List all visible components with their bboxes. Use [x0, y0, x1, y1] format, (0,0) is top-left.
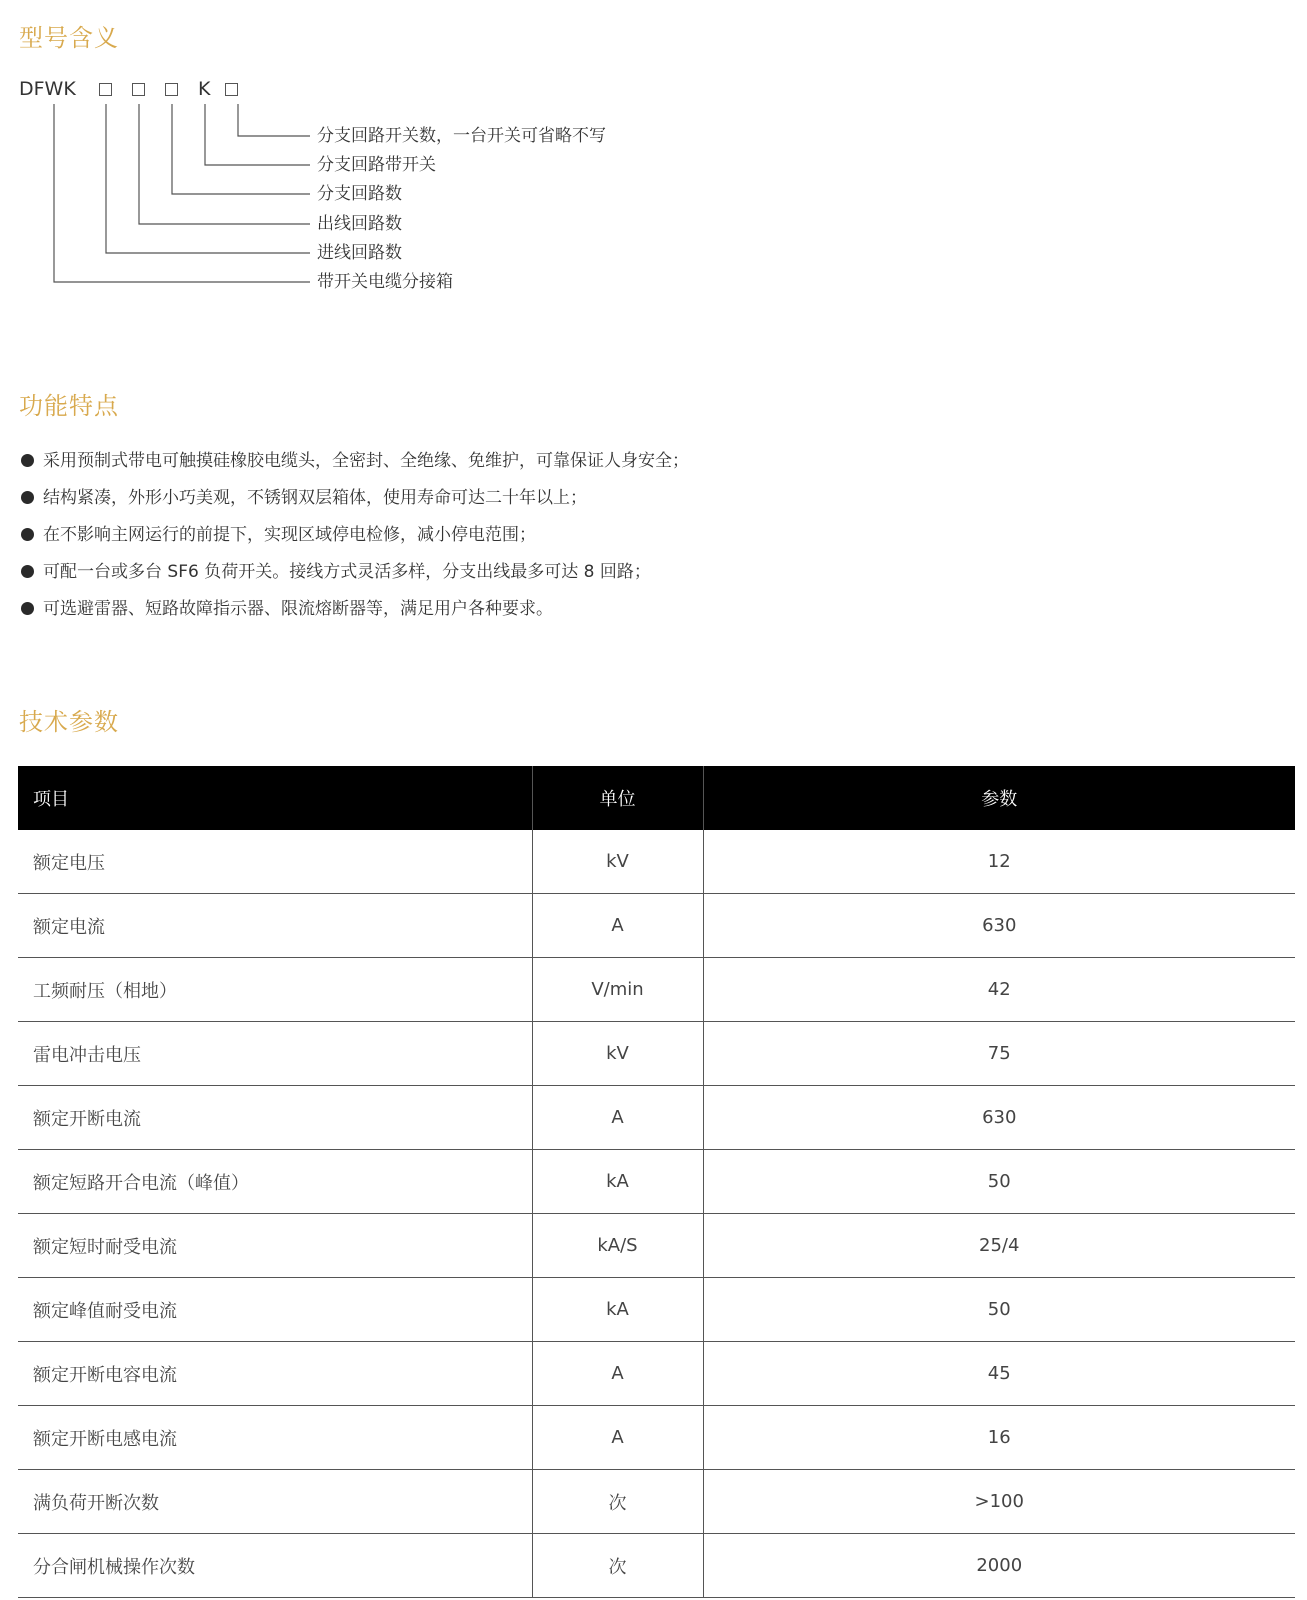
cell-unit: 次 [532, 1534, 703, 1598]
cell-value: 630 [703, 1086, 1295, 1150]
tech-params-title: 技术参数 [19, 708, 119, 736]
cell-item: 额定电流 [18, 894, 532, 958]
cell-value: 75 [703, 1022, 1295, 1086]
cell-unit: A [532, 1406, 703, 1470]
cell-value: 50 [703, 1278, 1295, 1342]
model-meaning-title: 型号含义 [19, 24, 119, 52]
code-description: 带开关电缆分接箱 [317, 272, 453, 292]
column-header-value: 参数 [703, 766, 1295, 830]
feature-text: 结构紧凑，外形小巧美观，不锈钢双层箱体，使用寿命可达二十年以上； [43, 488, 587, 508]
table-row [18, 958, 1295, 1022]
table-row [18, 1214, 1295, 1278]
cell-item: 额定短路开合电流（峰值） [18, 1150, 532, 1214]
cell-item: 分合闸机械操作次数 [18, 1534, 532, 1598]
cell-item: 额定开断电感电流 [18, 1406, 532, 1470]
cell-value: 50 [703, 1150, 1295, 1214]
model-code-letter: K [198, 78, 211, 100]
list-item [19, 450, 689, 487]
code-description: 分支回路带开关 [317, 155, 436, 175]
cell-item: 额定短时耐受电流 [18, 1214, 532, 1278]
table-row [18, 830, 1295, 894]
tech-params-table [18, 766, 1295, 1598]
cell-value: 45 [703, 1342, 1295, 1406]
feature-text: 采用预制式带电可触摸硅橡胶电缆头，全密封、全绝缘、免维护，可靠保证人身安全； [43, 451, 689, 471]
feature-text: 可选避雷器、短路故障指示器、限流熔断器等，满足用户各种要求。 [43, 599, 553, 619]
bullet-icon [21, 528, 34, 541]
cell-unit: kV [532, 830, 703, 894]
cell-value: 42 [703, 958, 1295, 1022]
list-item [19, 487, 689, 524]
code-slot-box [165, 83, 178, 96]
cell-unit: V/min [532, 958, 703, 1022]
cell-value: 12 [703, 830, 1295, 894]
cell-unit: A [532, 894, 703, 958]
cell-unit: kA [532, 1150, 703, 1214]
list-item [19, 524, 689, 561]
cell-unit: A [532, 1086, 703, 1150]
table-row [18, 894, 1295, 958]
cell-unit: kV [532, 1022, 703, 1086]
cell-unit: 次 [532, 1470, 703, 1534]
cell-item: 额定电压 [18, 830, 532, 894]
column-header-unit: 单位 [532, 766, 703, 830]
table-row [18, 1022, 1295, 1086]
table-header-row [18, 766, 1295, 830]
table-row [18, 1278, 1295, 1342]
cell-unit: kA/S [532, 1214, 703, 1278]
cell-item: 额定峰值耐受电流 [18, 1278, 532, 1342]
table-row [18, 1534, 1295, 1598]
cell-value: >100 [703, 1470, 1295, 1534]
cell-value: 16 [703, 1406, 1295, 1470]
table-row [18, 1150, 1295, 1214]
cell-item: 额定开断电流 [18, 1086, 532, 1150]
code-slot-box [225, 83, 238, 96]
code-description: 出线回路数 [317, 214, 402, 234]
bullet-icon [21, 602, 34, 615]
cell-item: 满负荷开断次数 [18, 1470, 532, 1534]
cell-item: 雷电冲击电压 [18, 1022, 532, 1086]
cell-item: 额定开断电容电流 [18, 1342, 532, 1406]
list-item [19, 561, 689, 598]
column-header-item: 项目 [18, 766, 532, 830]
code-description: 进线回路数 [317, 243, 402, 263]
feature-list [19, 450, 689, 635]
code-description: 分支回路数 [317, 184, 402, 204]
code-slot-box [132, 83, 145, 96]
code-description: 分支回路开关数，一台开关可省略不写 [317, 126, 606, 146]
table-row [18, 1470, 1295, 1534]
table-row [18, 1342, 1295, 1406]
cell-item: 工频耐压（相地） [18, 958, 532, 1022]
feature-text: 在不影响主网运行的前提下，实现区域停电检修，减小停电范围； [43, 525, 536, 545]
code-slot-box [99, 83, 112, 96]
bullet-icon [21, 454, 34, 467]
table-row [18, 1086, 1295, 1150]
table-row [18, 1406, 1295, 1470]
feature-text: 可配一台或多台 SF6 负荷开关。接线方式灵活多样，分支出线最多可达 8 回路； [43, 562, 651, 582]
cell-value: 2000 [703, 1534, 1295, 1598]
features-title: 功能特点 [19, 392, 119, 420]
cell-value: 25/4 [703, 1214, 1295, 1278]
bullet-icon [21, 565, 34, 578]
cell-value: 630 [703, 894, 1295, 958]
model-code-prefix: DFWK [19, 78, 76, 100]
bullet-icon [21, 491, 34, 504]
cell-unit: kA [532, 1278, 703, 1342]
list-item [19, 598, 689, 635]
cell-unit: A [532, 1342, 703, 1406]
